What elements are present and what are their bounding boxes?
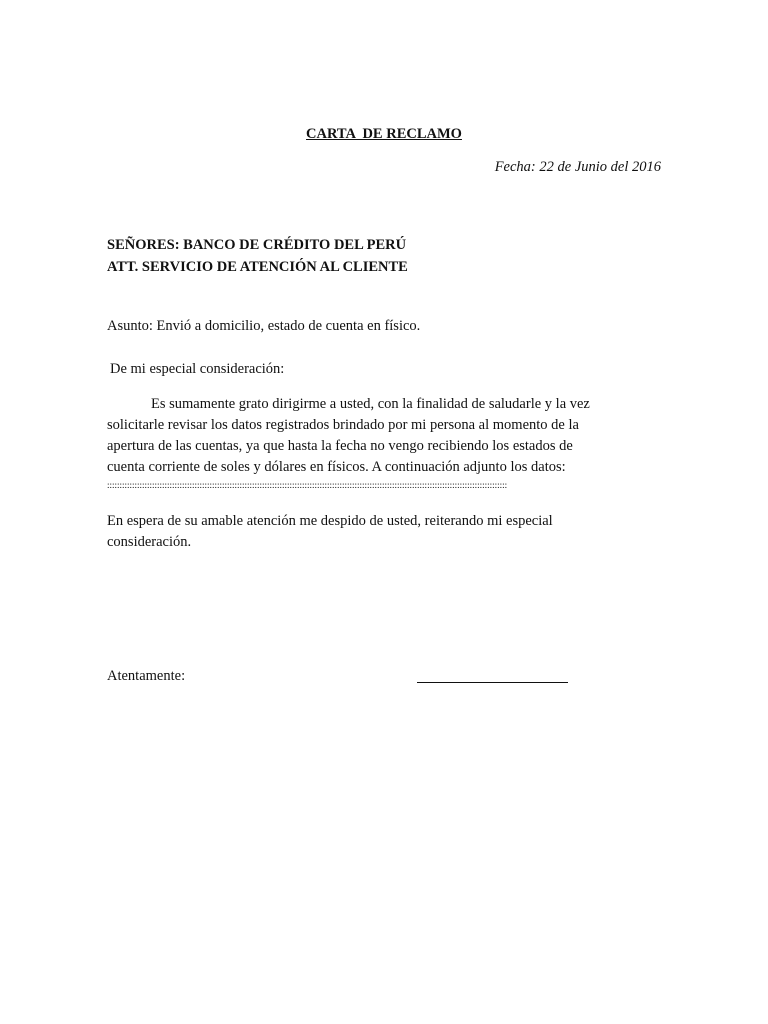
letter-closing (107, 511, 553, 553)
addressee-block (107, 234, 408, 278)
letter-body (107, 394, 637, 492)
letter-date: Fecha: 22 de Junio del 2016 (494, 159, 661, 175)
letter-greeting: De mi especial consideración: (110, 361, 285, 377)
body-line: Es sumamente grato dirigirme a usted, con la finalidad de saludarle y la vez (151, 396, 590, 412)
closing-line: En espera de su amable atención me despido de usted, reiterando mi especial (107, 513, 553, 529)
body-line: cuenta corriente de soles y dólares en físicos. A continuación adjunto los datos: (107, 459, 566, 475)
letter-subject: Asunto: Envió a domicilio, estado de cuenta en físico. (107, 318, 421, 334)
signature-line (417, 682, 568, 683)
closing-line: consideración. (107, 534, 192, 550)
addressee-line-2: ATT. SERVICIO DE ATENCIÓN AL CLIENTE (107, 259, 408, 275)
letter-title: CARTA DE RECLAMO (306, 126, 462, 142)
body-line: solicitarle revisar los datos registrados brindado por mi persona al momento de la (107, 417, 579, 433)
addressee-line-1: SEÑORES: BANCO DE CRÉDITO DEL PERÚ (107, 237, 407, 253)
body-line: apertura de las cuentas, ya que hasta la fecha no vengo recibiendo los estados de (107, 438, 573, 454)
letter-signoff: Atentamente: (107, 668, 186, 684)
data-placeholder-dots: :::::::::::::::::::::::::::::::::::::::::::::::::::::::::::::::::::::::::::::::::::::::::::::::::::::::::::::::::::::::::::::::::::::::::::::::::::::::::::::::: (107, 480, 508, 490)
